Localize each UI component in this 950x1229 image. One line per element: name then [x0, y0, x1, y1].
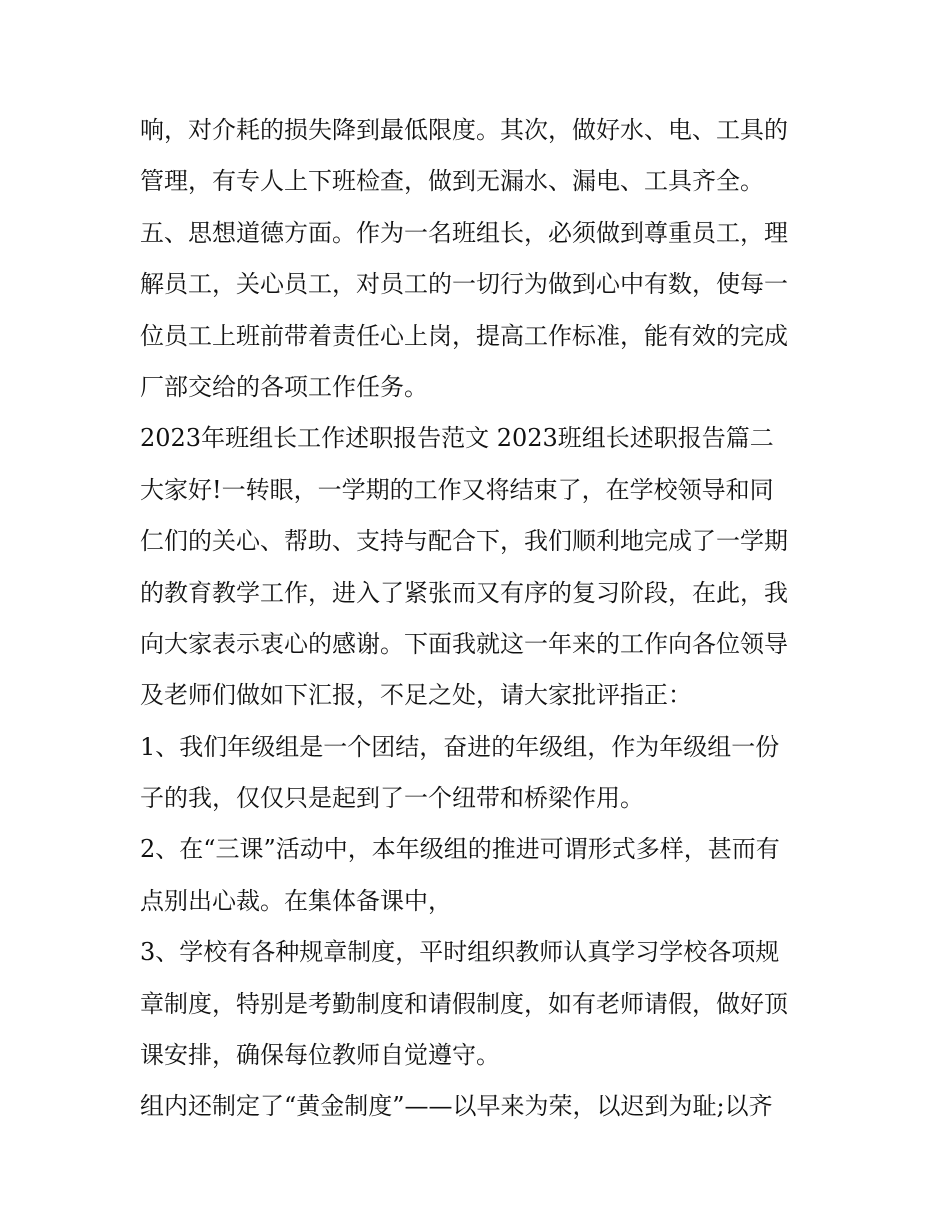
text-line: 章制度，特别是考勤制度和请假制度，如有老师请假，做好顶 — [140, 989, 788, 1018]
text-line: 厂部交给的各项工作任务。 — [140, 372, 428, 401]
text-line: 大家好!一转眼，一学期的工作又将结束了，在学校领导和同 — [140, 475, 774, 504]
list-item: 1、我们年级组是一个团结，奋进的年级组，作为年级组一份 — [140, 732, 780, 761]
text-line: 位员工上班前带着责任心上岗，提高工作标准，能有效的完成 — [140, 321, 788, 350]
text-line: 子的我，仅仅只是起到了一个纽带和桥梁作用。 — [140, 784, 644, 813]
text-line: 的教育教学工作，进入了紧张而又有序的复习阶段，在此，我 — [140, 578, 788, 607]
text-line: 点别出心裁。在集体备课中， — [140, 886, 452, 915]
text-line: 仁们的关心、帮助、支持与配合下，我们顺利地完成了一学期 — [140, 527, 788, 556]
text-line: 管理，有专人上下班检查，做到无漏水、漏电、工具齐全。 — [140, 167, 764, 196]
list-item: 2、在“三课”活动中，本年级组的推进可谓形式多样，甚而有 — [140, 835, 780, 864]
text-line: 解员工，关心员工，对员工的一切行为做到心中有数，使每一 — [140, 270, 788, 299]
text-line: 课安排，确保每位教师自觉遵守。 — [140, 1041, 500, 1070]
text-line: 五、思想道德方面。作为一名班组长，必须做到尊重员工，理 — [140, 218, 788, 247]
document-body — [140, 108, 840, 1136]
list-item: 3、学校有各种规章制度，平时组织教师认真学习学校各项规 — [140, 938, 780, 967]
text-line: 向大家表示衷心的感谢。下面我就这一年来的工作向各位领导 — [140, 629, 788, 658]
section-heading: 2023年班组长工作述职报告范文 2023班组长述职报告篇二 — [140, 424, 774, 453]
text-line: 及老师们做如下汇报，不足之处，请大家批评指正： — [140, 681, 692, 710]
text-line: 组内还制定了“黄金制度”——以早来为荣，以迟到为耻;以齐 — [140, 1092, 773, 1121]
text-line: 响，对介耗的损失降到最低限度。其次，做好水、电、工具的 — [140, 116, 788, 144]
